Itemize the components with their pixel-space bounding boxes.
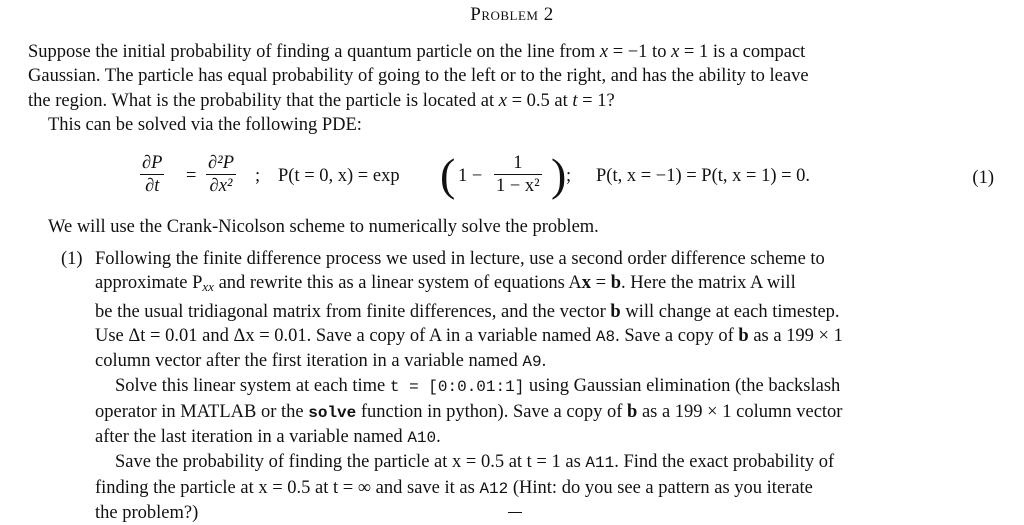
semicolon-2: ; [566, 166, 572, 186]
item-body [95, 247, 996, 525]
ic-one-minus: 1 − [458, 166, 483, 186]
lhs-fraction: $\frac{\partial P}{\partial t}$ [142, 153, 163, 196]
semicolon-1: ; [255, 166, 261, 186]
intro-paragraph [28, 40, 996, 137]
equation-number: (1) [972, 168, 994, 188]
p2-line-1: Solve this linear system at each time t = [0:0.01:1] using Gaussian elimination (the backslash [115, 376, 841, 397]
rhs-fraction: $\frac{\text{∂²P}}{\text{∂x²}}$ [208, 153, 234, 196]
p3-line-2: finding the particle at x = 0.5 at t = ∞ and save it as A12 (Hint: do you see a pattern as you iterate [95, 477, 813, 498]
page-cut-mark [508, 512, 522, 516]
page-title: Problem 2 [470, 4, 554, 25]
p2-line-2: operator in MATLAB or the solve function in python). Save a copy of b as a 199 × 1 column vector [95, 401, 843, 422]
p3-line-1: Save the probability of finding the particle at x = 0.5 at t = 1 as A11. Find the exact probability of [115, 452, 835, 473]
list-item [61, 247, 996, 525]
equals-sign: = [186, 166, 197, 186]
intro-line-4: This can be solved via the following PDE: [48, 114, 362, 135]
initial-condition: P(t = 0, x) = exp [278, 166, 400, 186]
ic-fraction: $\frac{1}{\text{1 − x²}}$ [496, 153, 540, 196]
p1-line-5: column vector after the first iteration in a variable named A9. [95, 351, 547, 372]
intro-line-2: Gaussian. The particle has equal probability of going to the left or to the right, and has the ability to leave [28, 66, 809, 87]
p1-line-3: be the usual tridiagonal matrix from finite differences, and the vector b will change at each timestep. [95, 301, 840, 322]
boundary-condition: P(t, x = −1) = P(t, x = 1) = 0. [596, 166, 811, 186]
p2-line-3: after the last iteration in a variable named A10. [95, 427, 441, 448]
p1-line-4: Use Δt = 0.01 and Δx = 0.01. Save a copy of A in a variable named A8. Save a copy of b as a 199 × 1 [95, 325, 843, 346]
p1-line-2: approximate $P_{xx}$ and rewrite this as a linear system of equations Ax = b. Here the matrix A will [95, 273, 796, 295]
paren-close: ) [551, 149, 567, 200]
p3-line-3: the problem?) [95, 502, 199, 523]
p1-line-1: Following the finite difference process we used in lecture, use a second order difference scheme to [95, 249, 825, 269]
item-label: (1) [61, 249, 83, 269]
crank-nicolson-sentence: We will use the Crank-Nicolson scheme to numerically solve the problem. [48, 217, 599, 237]
pde-equation [0, 150, 1024, 206]
intro-line-1: Suppose the initial probability of finding a quantum particle on the line from x = −1 to x = 1 is a compact [28, 42, 806, 62]
intro-line-3: the region. What is the probability that the particle is located at x = 0.5 at t = 1? [28, 90, 615, 111]
paren-open: ( [440, 149, 456, 200]
